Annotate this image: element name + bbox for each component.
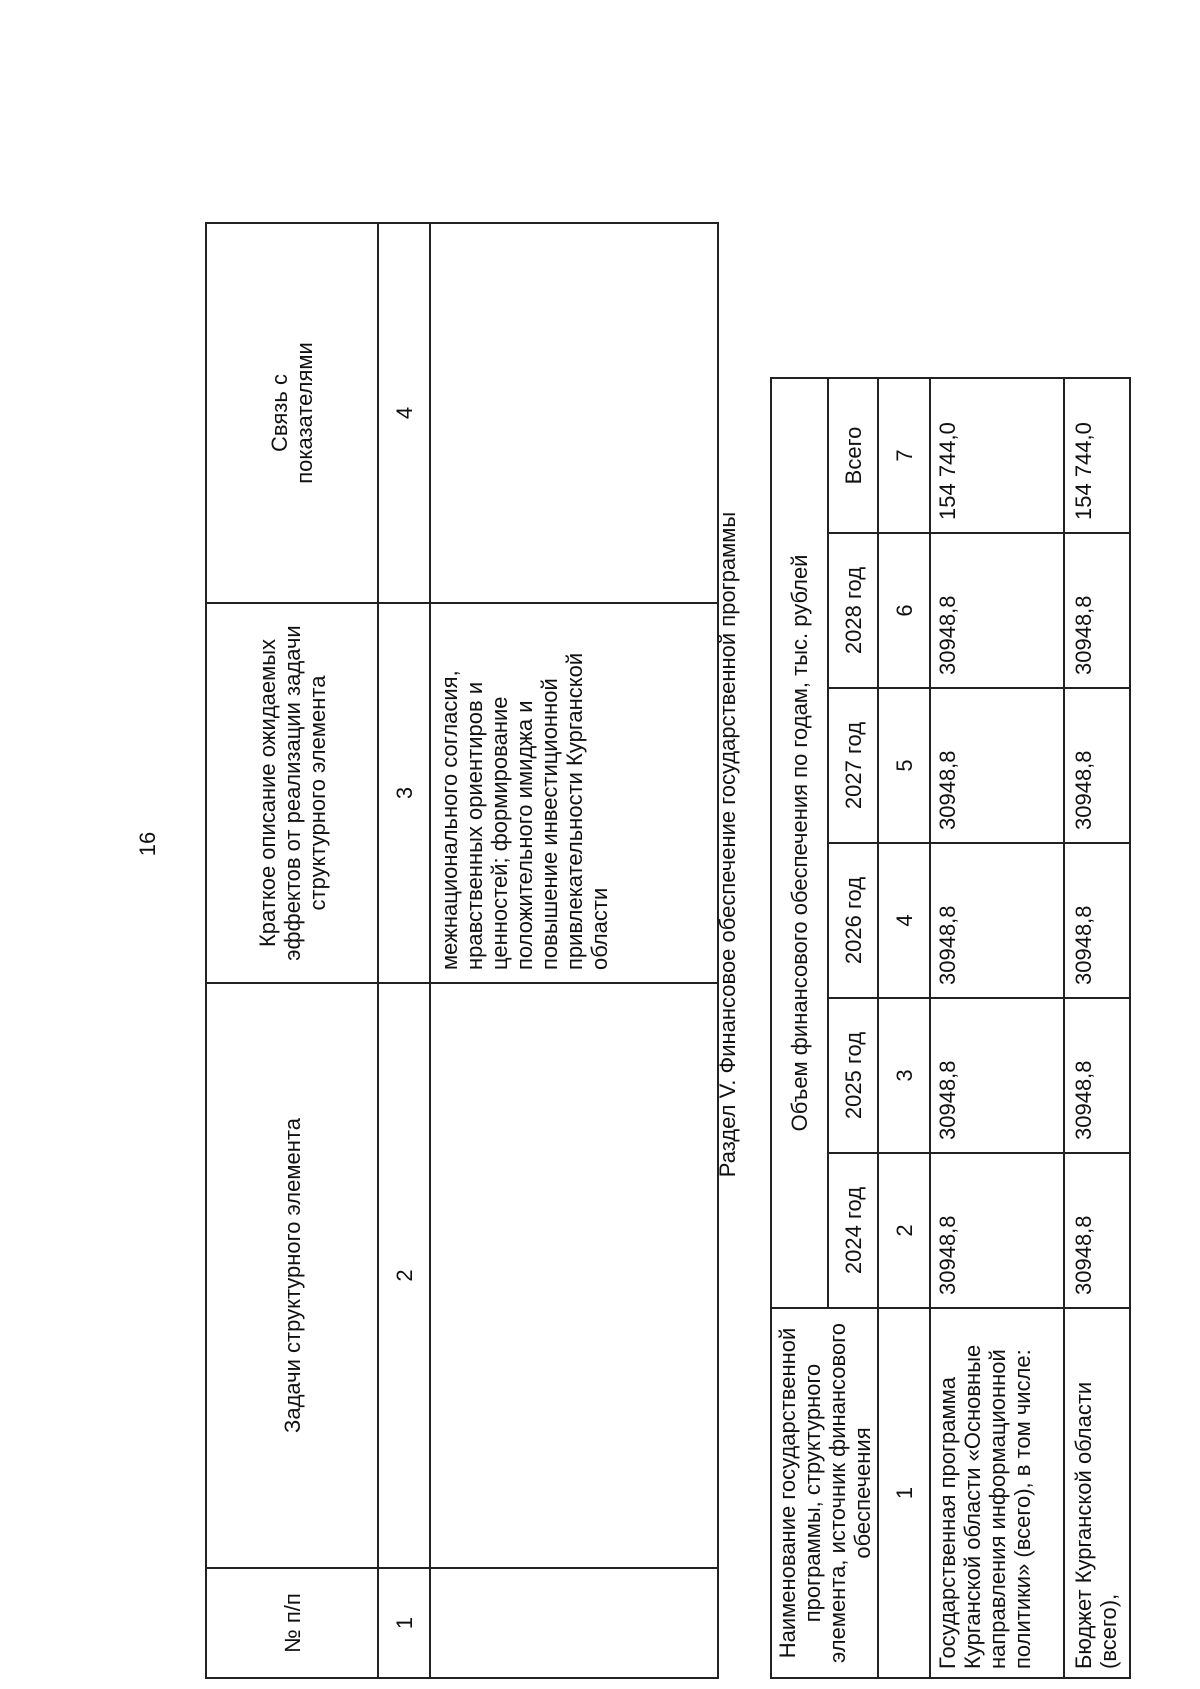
row-value: 30948,8 [930, 533, 1064, 688]
financing-table [770, 377, 1131, 1679]
row-link [430, 223, 718, 603]
year-header: 2028 год [828, 533, 878, 688]
row-num [430, 1568, 718, 1678]
year-header: 2026 год [828, 843, 878, 998]
row-value: 30948,8 [1064, 688, 1130, 843]
fin-header-row [771, 378, 828, 1678]
row-name: Государственная программа Курганской области «Основные направления информационной политики» (всего), в том числе: [930, 1308, 1064, 1678]
fin-row-program [930, 378, 1064, 1678]
col-number: 2 [378, 983, 430, 1568]
header-volume: Объем финансового обеспечения по годам, тыс. рублей [771, 378, 828, 1308]
fin-row-budget [1064, 378, 1130, 1678]
row-value: 30948,8 [930, 843, 1064, 998]
section-title: Раздел V. Финансовое обеспечение государственной программы [715, 511, 740, 1178]
total-header: Всего [828, 378, 878, 533]
row-effect: межнационального согласия, нравственных ориентиров и ценностей; формирование положительного имиджа и повышение инвестиционной привлекательности Курганской области [430, 603, 718, 983]
year-header: 2027 год [828, 688, 878, 843]
col-number: 7 [878, 378, 930, 533]
page-number: 16 [135, 831, 160, 857]
row-value: 30948,8 [1064, 843, 1130, 998]
year-header: 2025 год [828, 998, 878, 1153]
row-total: 154 744,0 [930, 378, 1064, 533]
row-value: 30948,8 [1064, 533, 1130, 688]
col-number: 1 [378, 1568, 430, 1678]
header-name: Наименование государственной программы, структурного элемента, источник финансового обеспечения [771, 1308, 878, 1678]
col-number: 3 [378, 603, 430, 983]
col-number: 3 [878, 998, 930, 1153]
col-number: 2 [878, 1153, 930, 1308]
row-total: 154 744,0 [1064, 378, 1130, 533]
row-task [430, 983, 718, 1568]
header-link: Связь с показателями [206, 223, 378, 603]
row-value: 30948,8 [1064, 1153, 1130, 1308]
row-value: 30948,8 [930, 1153, 1064, 1308]
header-tasks: Задачи структурного элемента [206, 983, 378, 1568]
col-number: 4 [378, 223, 430, 603]
header-num: № п/п [206, 1568, 378, 1678]
year-header: 2024 год [828, 1153, 878, 1308]
row-value: 30948,8 [930, 998, 1064, 1153]
row-name: Бюджет Курганской области (всего), [1064, 1308, 1130, 1678]
row-value: 30948,8 [930, 688, 1064, 843]
task-table-row [430, 223, 718, 1678]
col-number: 5 [878, 688, 930, 843]
col-number: 1 [878, 1308, 930, 1678]
task-table [205, 222, 719, 1679]
row-value: 30948,8 [1064, 998, 1130, 1153]
header-effects: Краткое описание ожидаемых эффектов от реализации задачи структурного элемента [206, 603, 378, 983]
task-table-number-row [378, 223, 430, 1678]
task-table-header-row [206, 223, 378, 1678]
col-number: 6 [878, 533, 930, 688]
col-number: 4 [878, 843, 930, 998]
fin-number-row [878, 378, 930, 1678]
